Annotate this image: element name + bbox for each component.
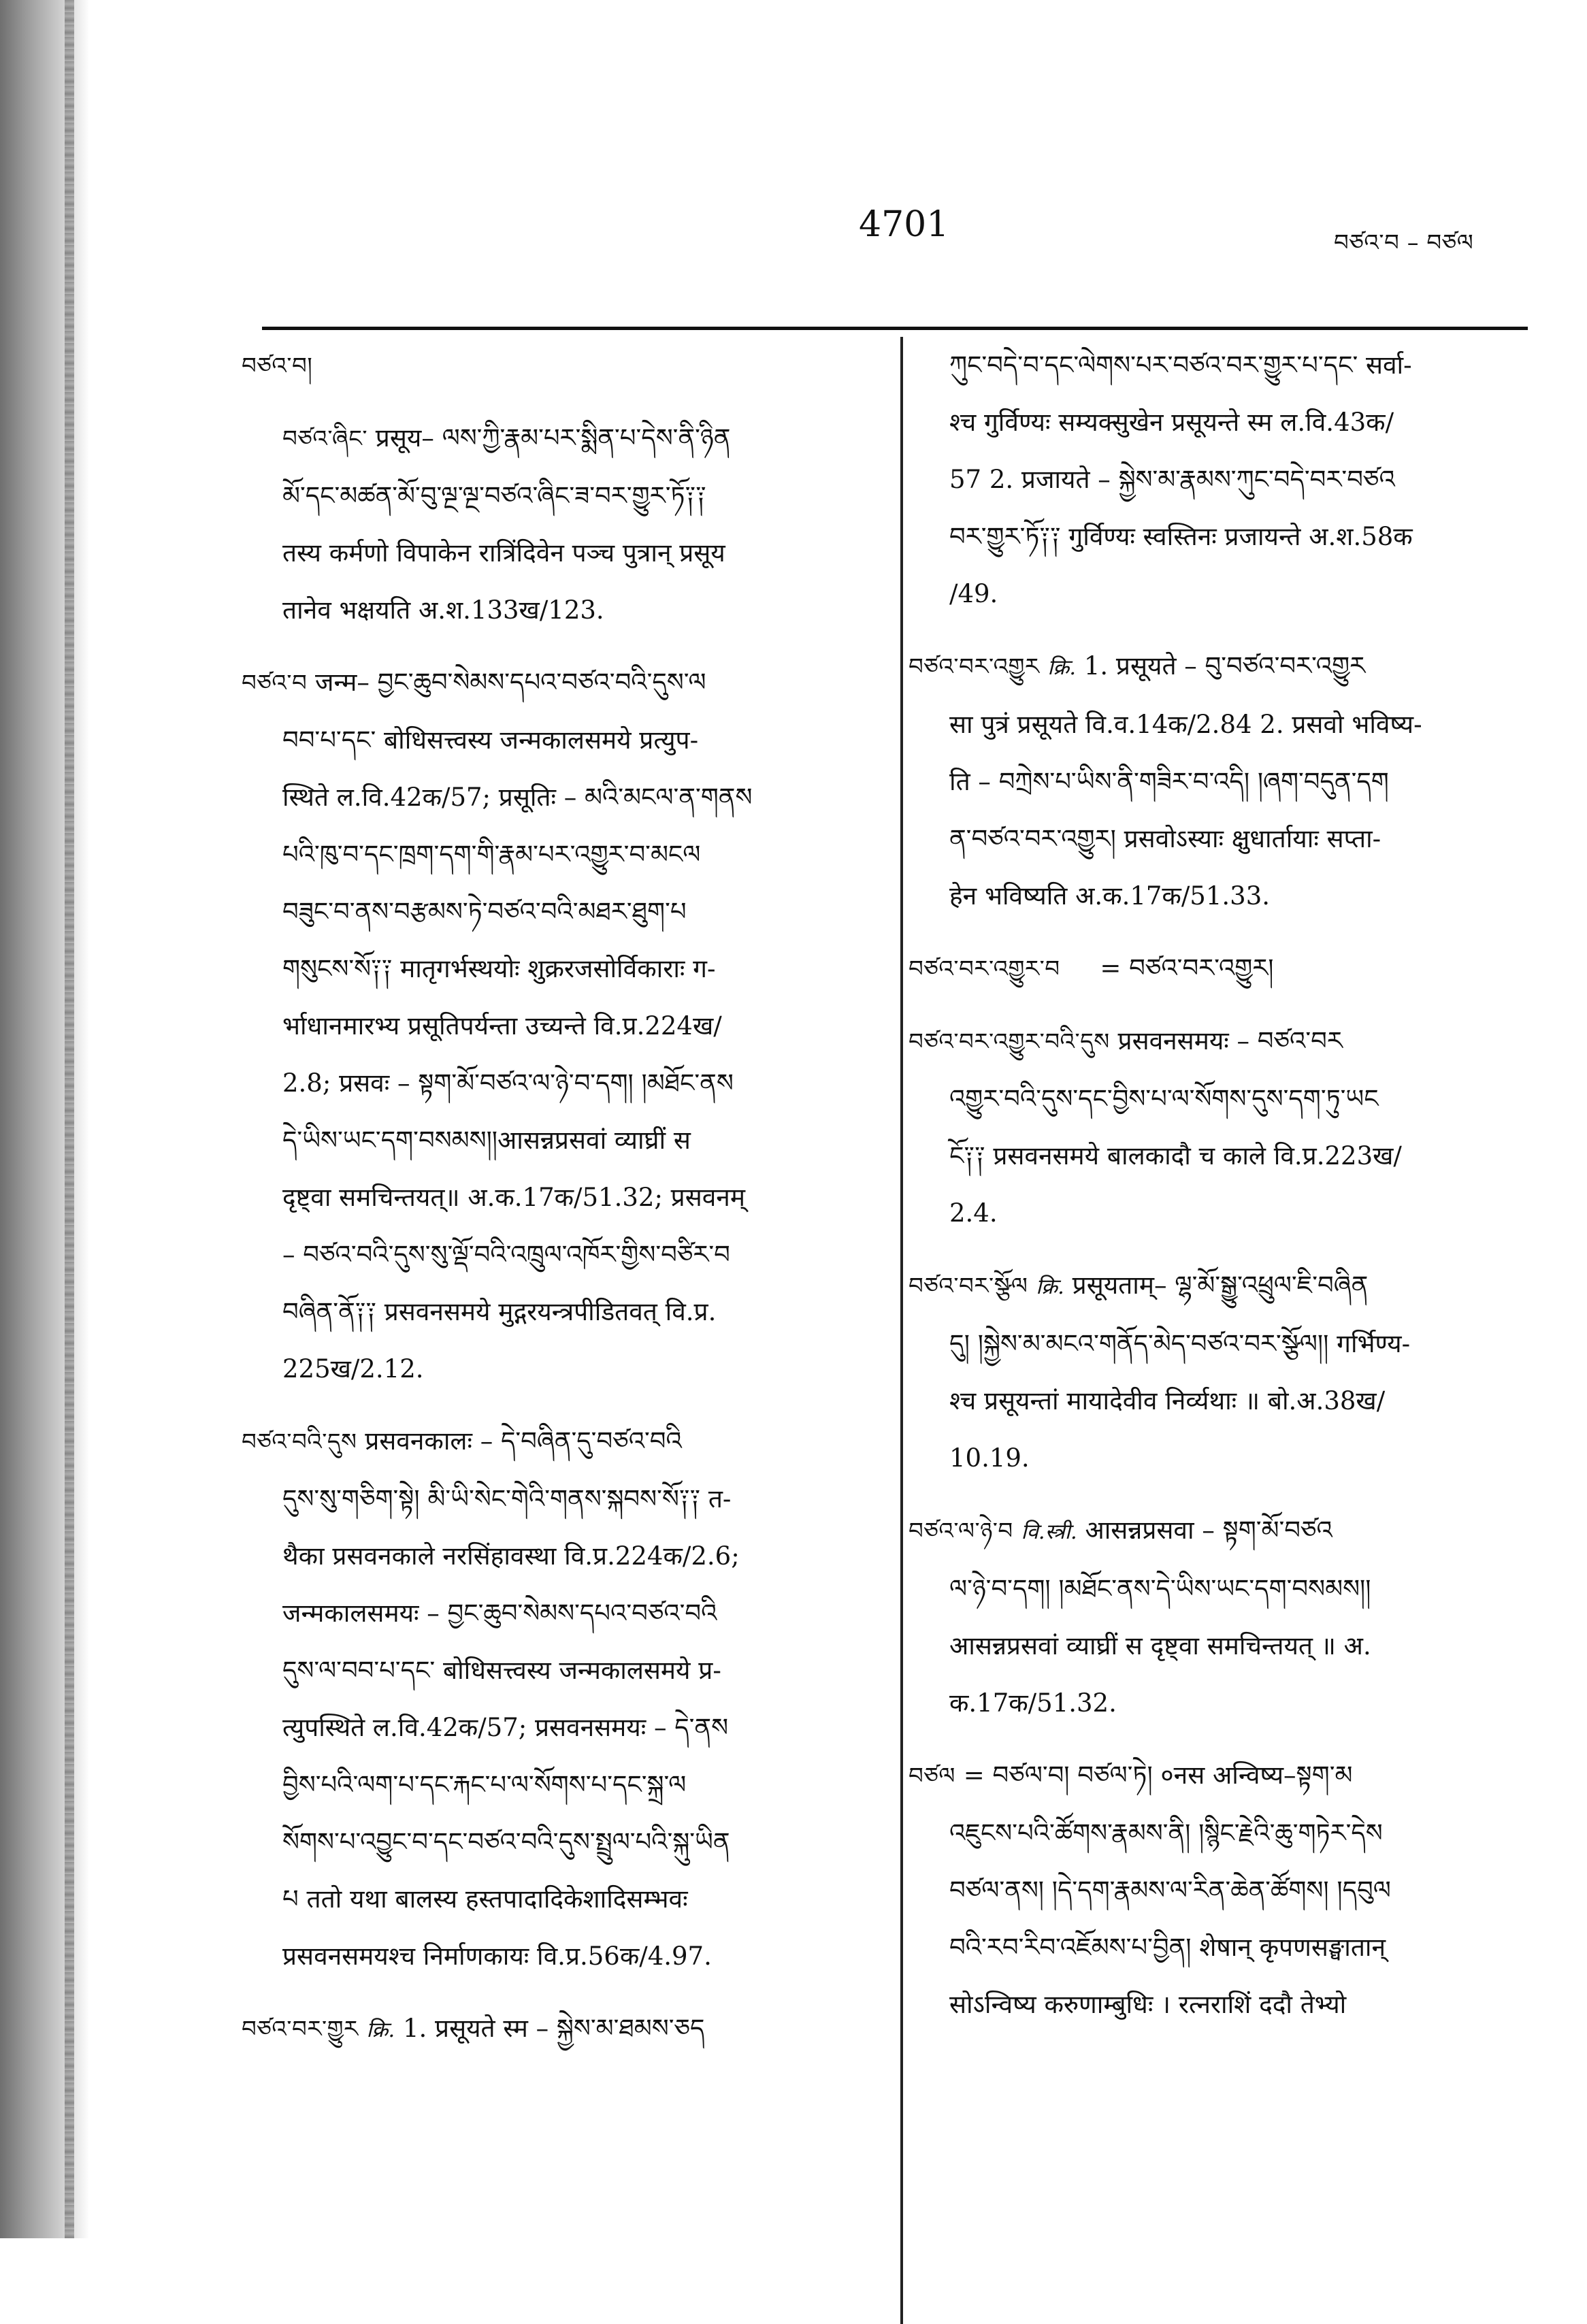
left-column [242, 337, 874, 2074]
dictionary-entry [909, 1747, 1521, 2033]
entry-line: མོ་དང་མཚན་མོ་བུ་ལྔ་ལྔ་བཙའ་ཞིང་ཟ་བར་གྱུར་ཏོ༑༑ [282, 481, 706, 510]
entry-line: བའི་རབ་རིབ་འཇོམས་པ་བྱིན། शेषान् कृपणसङ्घातान् [949, 1933, 1386, 1962]
entry-line: 225ख/2.12. [282, 1354, 424, 1384]
entry-line: प्रसूयताम्– ལྷ་མོ་སྒྱུ་འཕྲུལ་ཇི་བཞིན [1072, 1271, 1369, 1300]
entry-line: བྱིས་པའི་ལག་པ་དང་རྐང་པ་ལ་སོགས་པ་དང་སྐྲ་ལ [282, 1770, 687, 1799]
entry-line: प्रसवनकालः – དེ་བཞིན་དུ་བཙའ་བའི [365, 1426, 682, 1456]
entry-line: འགྱུར་བའི་དུས་དང་བྱིས་པ་ལ་སོགས་དུས་དག་ཏུ་ཡང [949, 1084, 1379, 1113]
entry-line: བཟུང་བ་ནས་བརྩམས་ཏེ་བཙའ་བའི་མཐར་ཐུག་པ [282, 897, 687, 926]
binding-texture [65, 0, 74, 2238]
dictionary-entry [909, 337, 1521, 623]
entry-line: བཙལ་ནས། །དེ་དག་རྣམས་ལ་རིན་ཆེན་ཚོགས། །དབུལ [949, 1876, 1391, 1905]
entry-line: – བཙའ་བའི་དུས་སུ་ལྡོ་བའི་འཁྲུལ་འཁོར་གྱིས་བཙིར་བ [282, 1240, 730, 1269]
entry-line: ངོ༑༑ प्रसवनसमये बालकादौ च काले वि.प्र.223ख/ [949, 1141, 1402, 1171]
entry-line: 1. प्रसूयते स्म – སྐྱེས་མ་ཐམས་ཅད [402, 2014, 705, 2043]
entry-line: ཀུང་བདེ་བ་དང་ལེགས་པར་བཙའ་བར་གྱུར་པ་དང་ सर्वा- [949, 350, 1412, 380]
entry-line: हेन भविष्यति अ.क.17क/51.33. [949, 881, 1270, 911]
page-number: 4701 [859, 204, 949, 245]
entry-line: ལ་ཉེ་བ་དག། །མཐོང་ནས་དེ་ཡིས་ཡང་དག་བསམས།། [949, 1574, 1371, 1603]
entry-line: བཞིན་ནོ༑༑ प्रसवनसमये मुद्गरयन्त्रपीडितवत् वि.प्र. [282, 1297, 717, 1326]
entry-line: = བཙལ་བ། བཙལ་ཏེ། ०नस अन्विष्य–སྟག་མ [963, 1761, 1353, 1790]
entry-line: श्च प्रसूयन्तां मायादेवीव निर्व्यथाः ॥ बो.अ.38ख/ [949, 1386, 1386, 1415]
entry-headword: བཙའ་བའི་དུས [242, 1428, 357, 1456]
entry-line: सा पुत्रं प्रसूयते वि.व.14क/2.84 2. प्रसवो भविष्य- [949, 710, 1422, 739]
entry-grammar: क्रि. [366, 2018, 395, 2042]
entry-line: = བཙའ་བར་འགྱུར། [1100, 953, 1274, 983]
entry-line: दृष्ट्वा समचिन्तयत्॥ अ.क.17क/51.32; प्रसवनम् [282, 1183, 745, 1212]
entry-line: प्रसवनसमयश्च निर्माणकायः वि.प्र.56क/4.97. [282, 1942, 712, 1971]
entry-line: འཇུངས་པའི་ཚོགས་རྣམས་ནི། །སྙིང་རྗེའི་ཆུ་གཏེར་དེས [949, 1818, 1383, 1848]
right-column [909, 337, 1521, 2048]
entry-headword: བཙའ་ཞིང་ [282, 425, 368, 453]
entry-headword: བཙའ་བ། [242, 353, 313, 380]
dictionary-entry [909, 1257, 1521, 1487]
entry-line: स्थिते ल.वि.42क/57; प्रसूतिः – མའི་མངལ་ན་གནས [282, 783, 753, 812]
entry-line: ति – བཀྲེས་པ་ཡིས་ནི་གཟིར་བ་འདི། །ཞག་བདུན་དག [949, 767, 1389, 796]
entry-line: དུས་ལ་བབ་པ་དང་ बोधिसत्त्वस्य जन्मकालसमये प्र- [282, 1656, 721, 1685]
entry-grammar: क्रि. [1036, 1275, 1064, 1299]
entry-line: श्च गुर्विण्यः सम्यक्सुखेन प्रसूयन्ते स्म ल.वि.43क/ [949, 408, 1394, 437]
entry-line: དེ་ཡིས་ཡང་དག་བསམས།།आसन्नप्रसवां व्याघ्रीं स [282, 1126, 691, 1155]
entry-line: थैका प्रसवनकाले नरसिंहावस्था वि.प्र.224क/2.6; [282, 1541, 740, 1571]
dictionary-entry [242, 654, 874, 1398]
entry-line: र्भाधानमारभ्य प्रसूतिपर्यन्ता उच्यन्ते वि.प्र.224ख/ [282, 1011, 722, 1041]
entry-line: ན་བཙའ་བར་འགྱུར། प्रसवोऽस्याः क्षुधार्तायाः सप्ता- [949, 824, 1381, 853]
entry-line: आसन्नप्रसवां व्याघ्रीं स दृष्ट्वा समचिन्तयत् ॥ अ. [949, 1631, 1371, 1660]
entry-line: པའི་ཁུ་བ་དང་ཁྲག་དག་གི་རྣམ་པར་འགྱུར་བ་མངལ [282, 840, 701, 869]
entry-line: तानेव भक्षयति अ.श.133ख/123. [282, 595, 604, 625]
dictionary-entry [242, 410, 874, 639]
entry-line: བབ་པ་དང་ बोधिसत्त्वस्य जन्मकालसमये प्रत्युप- [282, 725, 699, 755]
entry-line: क.17क/51.32. [949, 1688, 1117, 1718]
entry-grammar: क्रि. [1047, 655, 1077, 680]
entry-headword: བཙལ [909, 1763, 955, 1790]
column-divider [900, 337, 903, 2324]
entry-line: དུ། །སྐྱེས་མ་མངའ་གནོད་མེད་བཙའ་བར་སྩོལ།། गर्भिण्य- [949, 1329, 1411, 1358]
running-head: བཙའ་བ – བཙལ [1334, 229, 1474, 257]
dictionary-entry [909, 638, 1521, 925]
book-binding-edge [0, 0, 88, 2238]
entry-line: 2.4. [949, 1198, 998, 1228]
dictionary-entry [909, 1013, 1521, 1242]
entry-headword: བཙའ་བར་གྱུར [242, 2016, 359, 2043]
entry-line: त्युपस्थिते ल.वि.42क/57; प्रसवनसमयः – དེ་ནས [282, 1713, 729, 1742]
entry-line: आसन्नप्रसवा – སྟག་མོ་བཙའ [1085, 1516, 1332, 1545]
entry-line: 2.8; प्रसवः – སྟག་མོ་བཙའ་ལ་ཉེ་བ་དག། །མཐོང་ནས [282, 1068, 734, 1098]
dictionary-entry [909, 940, 1521, 998]
entry-headword: བཙའ་ལ་ཉེ་བ [909, 1518, 1013, 1545]
entry-line: तस्य कर्मणो विपाकेन रात्रिंदिवेन पञ्च पुत्रान् प्रसूय [282, 538, 725, 568]
dictionary-entry [242, 1413, 874, 1985]
entry-line: सोऽन्विष्य करुणाम्बुधिः । रत्नराशिं ददौ तेभ्यो [949, 1990, 1347, 2019]
entry-line: པ ततो यथा बालस्य हस्तपादादिकेशादिसम्भवः [282, 1884, 688, 1914]
entry-headword: བཙའ་བར་འགྱུར་བའི་དུས [909, 1028, 1110, 1055]
entry-grammar: वि.स्त्री. [1021, 1520, 1077, 1544]
entry-line: जन्मकालसमयः – བྱང་ཆུབ་སེམས་དཔའ་བཙའ་བའི [282, 1599, 717, 1628]
dictionary-entry [909, 1502, 1521, 1732]
dictionary-entry [242, 337, 874, 395]
entry-line: བར་གྱུར་ཏོ༑༑ गुर्विण्यः स्वस्तिनः प्रजायन्ते अ.श.58क [949, 522, 1413, 551]
entry-line: 1. प्रसूयते – བུ་བཙའ་བར་འགྱུར [1083, 651, 1366, 681]
entry-line: प्रसवनसमयः – བཙའ་བར [1117, 1026, 1343, 1055]
entry-line: 57 2. प्रजायते – སྐྱེས་མ་རྣམས་ཀུང་བདེ་བར་བཙའ [949, 465, 1395, 494]
entry-headword: བཙའ་བར་འགྱུར [909, 653, 1040, 681]
entry-line: प्रसूय– ལས་ཀྱི་རྣམ་པར་སྨིན་པ་དེས་ནི་ཉིན [375, 423, 731, 453]
entry-headword: བཙའ་བ [242, 670, 308, 697]
entry-headword: བཙའ་བར་སྩོལ [909, 1273, 1028, 1300]
entry-line: 10.19. [949, 1443, 1030, 1473]
entry-line: དུས་སུ་གཅིག་སྟེ། མི་ཡི་སེང་གེའི་གནས་སྐབས་སོ༑༑ त- [282, 1484, 732, 1513]
entry-line: གསུངས་སོ༑༑ मातृगर्भस्थयोः शुक्ररजसोर्विकाराः ग- [282, 954, 716, 983]
entry-line: /49. [949, 579, 998, 608]
entry-line: སོགས་པ་འབྱུང་བ་དང་བཙའ་བའི་དུས་སྤྲུལ་པའི་སྐུ་ཡིན [282, 1827, 730, 1856]
entry-line: जन्म– བྱང་ཆུབ་སེམས་དཔའ་བཙའ་བའི་དུས་ལ [315, 668, 706, 697]
dictionary-entry [242, 2000, 874, 2059]
header-rule [262, 327, 1528, 330]
entry-headword: བཙའ་བར་འགྱུར་བ [909, 955, 1060, 983]
